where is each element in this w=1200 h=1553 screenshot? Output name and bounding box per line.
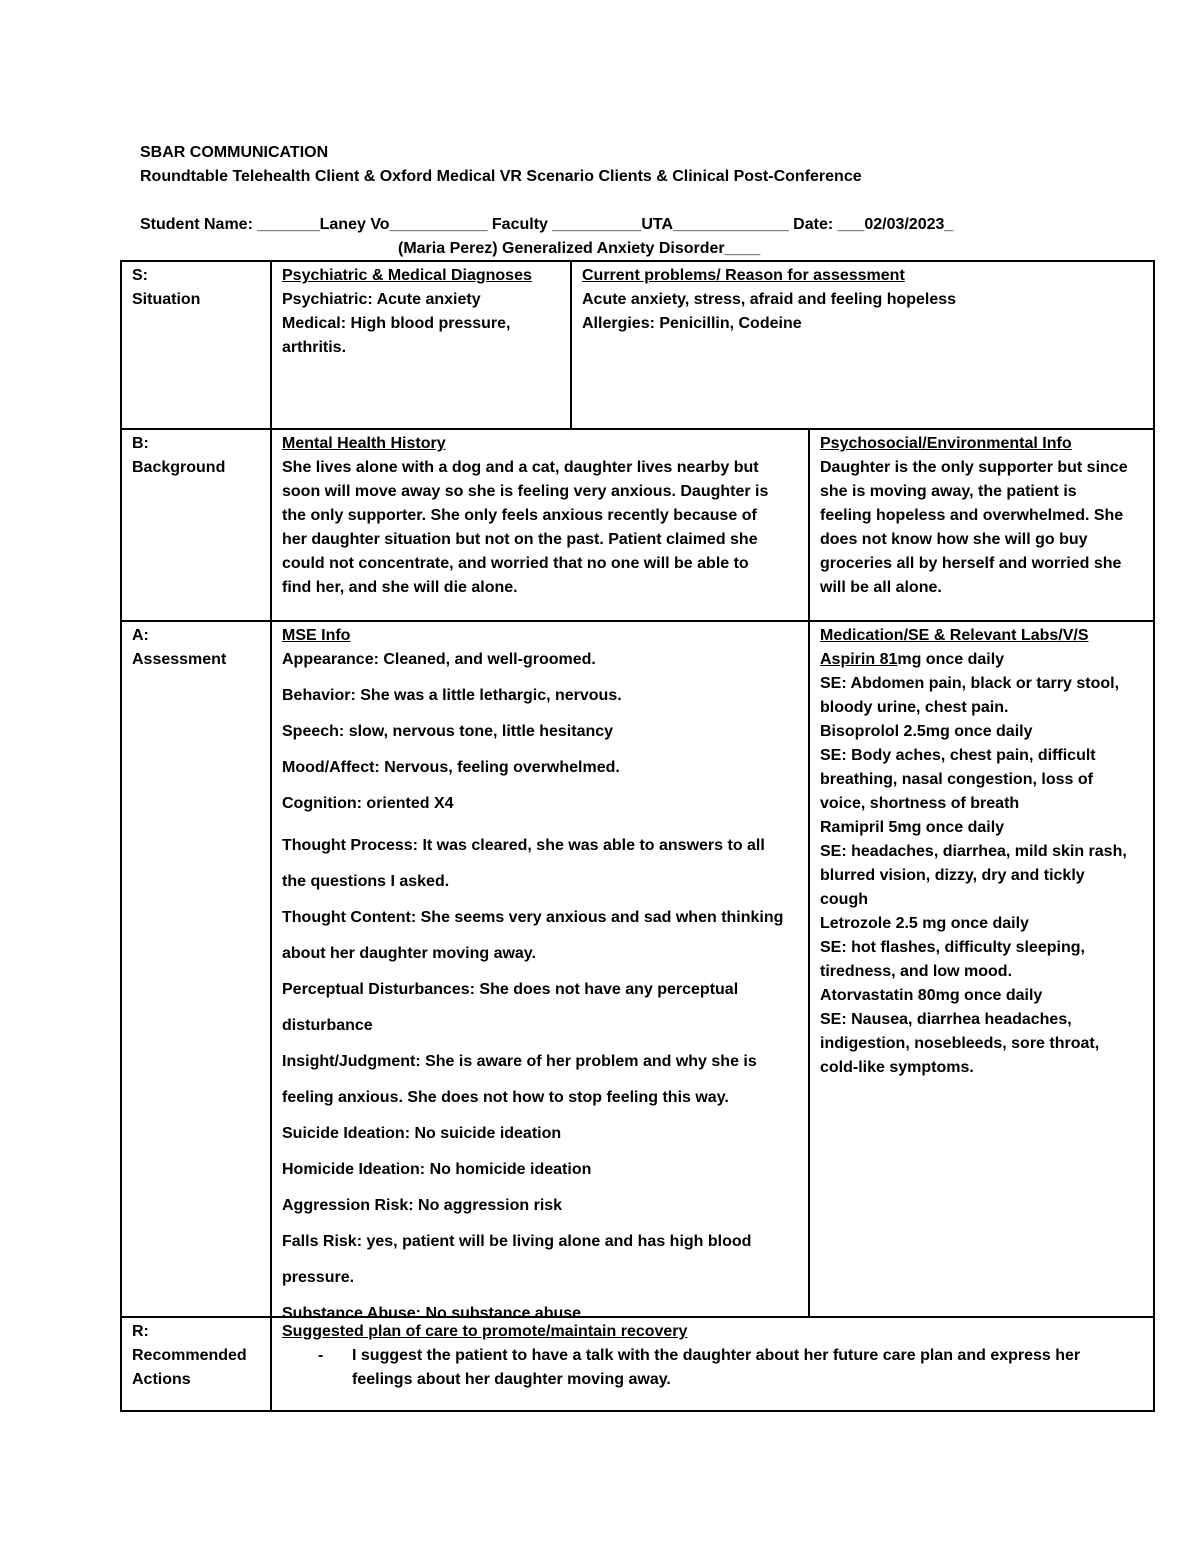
mse-falls: Falls Risk: yes, patient will be living alone and has high blood	[282, 1233, 752, 1250]
diagnoses-cell	[272, 262, 570, 362]
table-border-bottom	[120, 1410, 1155, 1412]
medication-line: SE: Nausea, diarrhea headaches,	[820, 1011, 1072, 1028]
diagnoses-heading: Psychiatric & Medical Diagnoses	[282, 267, 532, 284]
medication-line: SE: headaches, diarrhea, mild skin rash,	[820, 843, 1127, 860]
medication-line: SE: Body aches, chest pain, difficult	[820, 747, 1096, 764]
psychosocial-line: feeling hopeless and overwhelmed. She	[820, 507, 1124, 524]
background-label	[122, 430, 270, 482]
history-line: soon will move away so she is feeling very anxious. Daughter is	[282, 483, 769, 500]
aspirin-name: Aspirin 81	[820, 651, 898, 668]
problems-heading: Current problems/ Reason for assessment	[582, 267, 905, 284]
psychosocial-line: does not know how she will go buy	[820, 531, 1088, 548]
medication-line: Atorvastatin 80mg once daily	[820, 987, 1043, 1004]
psychosocial-cell	[810, 430, 1153, 602]
situation-letter: S:	[132, 267, 148, 284]
dash-bullet-icon: -	[318, 1347, 324, 1364]
mse-thought-content-cont: about her daughter moving away.	[282, 945, 536, 962]
mental-health-history-cell	[272, 430, 808, 602]
mse-aggression: Aggression Risk: No aggression risk	[282, 1197, 563, 1214]
mse-insight: Insight/Judgment: She is aware of her problem and why she is	[282, 1053, 757, 1070]
medication-line: SE: hot flashes, difficulty sleeping,	[820, 939, 1085, 956]
history-line: find her, and she will die alone.	[282, 579, 518, 596]
mse-heading: MSE Info	[282, 627, 351, 644]
recommendation-letter: R:	[132, 1323, 149, 1340]
history-line: could not concentrate, and worried that no one will be able to	[282, 555, 749, 572]
medication-line: breathing, nasal congestion, loss of	[820, 771, 1093, 788]
psychosocial-line: she is moving away, the patient is	[820, 483, 1077, 500]
background-letter: B:	[132, 435, 149, 452]
current-problem: Acute anxiety, stress, afraid and feeling hopeless	[582, 291, 957, 308]
mse-cell	[272, 622, 808, 1334]
recommendation-heading: Suggested plan of care to promote/maintain recovery	[282, 1323, 688, 1340]
assessment-letter: A:	[132, 627, 149, 644]
recommendation-text: I suggest the patient to have a talk with the daughter about her future care plan and express her	[352, 1347, 1081, 1364]
mse-speech: Speech: slow, nervous tone, little hesitancy	[282, 723, 614, 740]
recommendation-word-2: Actions	[132, 1371, 191, 1388]
mse-mood: Mood/Affect: Nervous, feeling overwhelmed.	[282, 759, 620, 776]
history-line: the only supporter. She only feels anxious recently because of	[282, 507, 757, 524]
medical-diagnosis-cont: arthritis.	[282, 339, 347, 356]
scenario-line: (Maria Perez) Generalized Anxiety Disorder____	[398, 240, 761, 257]
medication-line: blurred vision, dizzy, dry and tickly	[820, 867, 1085, 884]
medication-heading: Medication/SE & Relevant Labs/V/S	[820, 627, 1089, 644]
mse-behavior: Behavior: She was a little lethargic, nervous.	[282, 687, 622, 704]
document-subtitle: Roundtable Telehealth Client & Oxford Medical VR Scenario Clients & Clinical Post-Conference	[140, 168, 862, 185]
assessment-label	[122, 622, 270, 674]
mse-falls-cont: pressure.	[282, 1269, 355, 1286]
recommendation-list	[282, 1344, 1142, 1392]
recommendation-cell	[272, 1318, 1152, 1394]
mse-appearance: Appearance: Cleaned, and well-groomed.	[282, 651, 596, 668]
medication-aspirin	[820, 648, 1143, 672]
problems-cell	[572, 262, 1152, 338]
psychosocial-line: groceries all by herself and worried she	[820, 555, 1122, 572]
mse-perceptual: Perceptual Disturbances: She does not have any perceptual	[282, 981, 739, 998]
medication-line: tiredness, and low mood.	[820, 963, 1013, 980]
psychosocial-heading: Psychosocial/Environmental Info	[820, 435, 1072, 452]
psychosocial-line: Daughter is the only supporter but since	[820, 459, 1128, 476]
background-word: Background	[132, 459, 226, 476]
recommendation-word: Recommended	[132, 1347, 247, 1364]
mse-suicide: Suicide Ideation: No suicide ideation	[282, 1125, 562, 1142]
medication-line: Letrozole 2.5 mg once daily	[820, 915, 1029, 932]
history-line: her daughter situation but not on the past. Patient claimed she	[282, 531, 758, 548]
mse-homicide: Homicide Ideation: No homicide ideation	[282, 1161, 592, 1178]
mse-thought-process-cont: the questions I asked.	[282, 873, 450, 890]
situation-word: Situation	[132, 291, 201, 308]
recommendation-label	[122, 1318, 270, 1394]
student-info-line: Student Name: _______Laney Vo___________ Faculty __________UTA_____________ Date: ___02/03/2023_	[140, 216, 954, 233]
mse-thought-process: Thought Process: It was cleared, she was able to answers to all	[282, 837, 765, 854]
medication-line: bloody urine, chest pain.	[820, 699, 1009, 716]
mse-insight-cont: feeling anxious. She does not how to stop feeling this way.	[282, 1089, 729, 1106]
document-title: SBAR COMMUNICATION	[140, 144, 329, 161]
mse-thought-content: Thought Content: She seems very anxious and sad when thinking	[282, 909, 784, 926]
mse-perceptual-cont: disturbance	[282, 1017, 373, 1034]
history-line: She lives alone with a dog and a cat, daughter lives nearby but	[282, 459, 759, 476]
medication-line: voice, shortness of breath	[820, 795, 1020, 812]
medical-diagnosis: Medical: High blood pressure,	[282, 315, 511, 332]
psychiatric-diagnosis: Psychiatric: Acute anxiety	[282, 291, 481, 308]
situation-label	[122, 262, 270, 314]
mse-cognition: Cognition: oriented X4	[282, 795, 454, 812]
psychosocial-line: will be all alone.	[820, 579, 942, 596]
history-heading: Mental Health History	[282, 435, 446, 452]
allergies: Allergies: Penicillin, Codeine	[582, 315, 802, 332]
medication-line: cough	[820, 891, 868, 908]
table-border-right	[1153, 260, 1155, 1412]
aspirin-dose: mg once daily	[897, 651, 1005, 668]
medication-cell	[810, 622, 1153, 1082]
assessment-word: Assessment	[132, 651, 227, 668]
medication-line: Bisoprolol 2.5mg once daily	[820, 723, 1033, 740]
list-item	[282, 1344, 1142, 1392]
medication-line: Ramipril 5mg once daily	[820, 819, 1005, 836]
medication-line: SE: Abdomen pain, black or tarry stool,	[820, 675, 1120, 692]
mse-substance: Substance Abuse: No substance abuse	[282, 1305, 582, 1322]
medication-line: indigestion, nosebleeds, sore throat,	[820, 1035, 1100, 1052]
medication-line: cold-like symptoms.	[820, 1059, 974, 1076]
recommendation-text-cont: feelings about her daughter moving away.	[352, 1371, 671, 1388]
